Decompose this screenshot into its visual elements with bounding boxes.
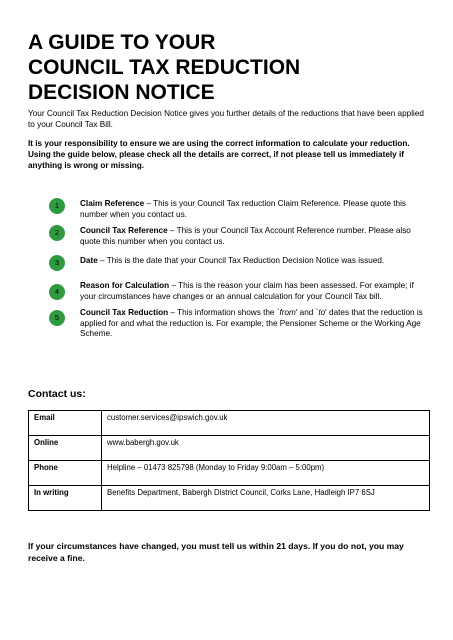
title-line-3: DECISION NOTICE [28,81,215,104]
title-line-2: COUNCIL TAX REDUCTION [28,56,301,79]
step-item-3 [80,256,432,267]
contact-email-link[interactable]: customer.services@ipswich.gov.uk [102,411,430,436]
circumstances-change-note: If your circumstances have changed, you must tell us within 21 days. If you do not, you may receive a fine. [28,541,404,563]
page-title [28,30,428,105]
step-term-3: Date [80,256,98,265]
table-row [29,411,430,436]
step-item-2 [80,226,432,247]
contact-label-email: Email [29,411,102,436]
step-term-1: Claim Reference [80,199,145,208]
contact-website-link[interactable]: www.babergh.gov.uk [102,436,430,461]
step-from-word: from [279,308,296,317]
step-badge-2: 2 [49,225,65,241]
table-row [29,486,430,511]
contact-address-value: Benefits Department, Babergh District Council, Corks Lane, Hadleigh IP7 6SJ [102,486,430,511]
step-badge-5: 5 [49,310,65,326]
contact-label-writing: In writing [29,486,102,511]
contact-label-online: Online [29,436,102,461]
step-description-5b: ' and ` [295,308,319,317]
step-description-5c: ' dates that the reduction is applied for and what the reduction is. For example; the Pensioner Scheme or the Working Age Scheme. [80,308,423,338]
contact-table [28,410,430,511]
responsibility-warning: It is your responsibility to ensure we are using the correct information to calculate your reduction. Using the guide below, please check all the details are correct, if not please tell us immediately if anything is wrong or missing. [28,139,410,170]
step-item-4 [80,281,432,302]
intro-paragraph: Your Council Tax Reduction Decision Notice gives you further details of the reductions that have been applied to your Council Tax Bill. [28,109,424,129]
contact-heading: Contact us: [28,388,86,400]
contact-label-phone: Phone [29,461,102,486]
step-description-5a: – This information shows the ` [168,308,280,317]
step-item-5 [80,308,432,340]
step-term-4: Reason for Calculation [80,281,170,290]
step-description-2: – This is your Council Tax Account Reference number. Please also quote this number when you contact us. [80,226,411,246]
step-badge-1: 1 [49,198,65,214]
step-description-4: – This is the reason your claim has been assessed. For example; if your circumstances have changes or an annual calculation for your Council Tax bill. [80,281,414,301]
step-item-1 [80,199,432,220]
step-term-2: Council Tax Reference [80,226,168,235]
step-term-5: Council Tax Reduction [80,308,169,317]
step-badge-4: 4 [49,284,65,300]
table-row [29,436,430,461]
table-row [29,461,430,486]
step-description-1: – This is your Council Tax reduction Claim Reference. Please quote this number when you contact us. [80,199,406,219]
title-line-1: A GUIDE TO YOUR [28,31,216,54]
contact-phone-value: Helpline – 01473 825798 (Monday to Friday 9:00am – 5:00pm) [102,461,430,486]
step-to-word: to [318,308,326,317]
step-description-3: – This is the date that your Council Tax Reduction Decision Notice was issued. [97,256,385,265]
step-badge-3: 3 [49,255,65,271]
